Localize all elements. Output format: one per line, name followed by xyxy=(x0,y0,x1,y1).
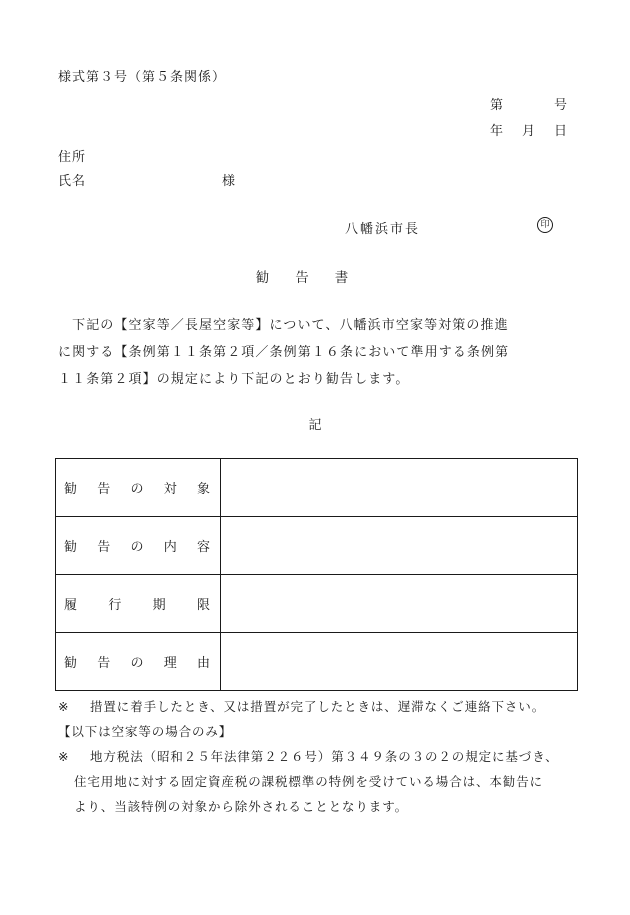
row-value-target xyxy=(221,459,578,517)
label-char: 理 xyxy=(163,656,177,671)
label-char: 告 xyxy=(97,540,111,555)
sender-title: 八幡浜市長 xyxy=(345,222,421,237)
row-value-reason xyxy=(221,633,578,691)
label-char: 象 xyxy=(196,482,210,497)
notes-section xyxy=(58,694,578,819)
table-row xyxy=(56,575,578,633)
date-month: 月 xyxy=(522,124,536,139)
label-char: の xyxy=(130,540,144,555)
table-row xyxy=(56,517,578,575)
date-day: 日 xyxy=(554,124,568,139)
recommendation-table xyxy=(55,458,578,691)
document-number-suffix: 号 xyxy=(554,98,568,113)
label-char: 期 xyxy=(152,598,166,613)
label-char: 限 xyxy=(196,598,210,613)
label-char: の xyxy=(130,656,144,671)
body-paragraph xyxy=(58,312,578,393)
label-char: 容 xyxy=(196,540,210,555)
row-label-reason xyxy=(56,633,221,691)
name-label: 氏名 xyxy=(58,174,87,189)
seal-mark: 印 xyxy=(537,217,553,233)
note-tax xyxy=(58,744,578,819)
label-char: 告 xyxy=(97,482,111,497)
label-char: 由 xyxy=(196,656,210,671)
body-line: に関する【条例第１１条第２項／条例第１６条において準用する条例第 xyxy=(58,345,510,360)
table-row xyxy=(56,633,578,691)
note-text: 措置に着手したとき、又は措置が完了したときは、遅滞なくご連絡下さい。 xyxy=(90,699,546,714)
label-char: 告 xyxy=(97,656,111,671)
note-text: 地方税法（昭和２５年法律第２２６号）第３４９条の３の２の規定に基づき、 xyxy=(90,749,559,764)
note-mark: ※ xyxy=(58,749,70,764)
row-value-deadline xyxy=(221,575,578,633)
section-label: 【以下は空家等の場合のみ】 xyxy=(58,724,233,739)
note-mark: ※ xyxy=(58,699,70,714)
row-label-content xyxy=(56,517,221,575)
address-label: 住所 xyxy=(58,150,87,165)
date-year: 年 xyxy=(490,124,504,139)
document-number-prefix: 第 xyxy=(490,98,504,113)
document-number xyxy=(490,94,568,113)
row-label-deadline xyxy=(56,575,221,633)
body-line: １１条第２項】の規定により下記のとおり勧告します。 xyxy=(58,372,410,387)
label-char: 勧 xyxy=(64,540,78,555)
row-label-target xyxy=(56,459,221,517)
document-title: 勧告書 xyxy=(255,270,375,286)
note-contact xyxy=(58,694,578,719)
label-char: 勧 xyxy=(64,656,78,671)
label-char: 勧 xyxy=(64,482,78,497)
label-char: の xyxy=(130,482,144,497)
label-char: 行 xyxy=(108,598,122,613)
body-line: 下記の【空家等／長屋空家等】について、八幡浜市空家等対策の推進 xyxy=(58,318,509,333)
ki-heading: 記 xyxy=(308,418,322,433)
label-char: 履 xyxy=(64,598,78,613)
table-row xyxy=(56,459,578,517)
recipient-name xyxy=(58,170,237,189)
row-value-content xyxy=(221,517,578,575)
form-number: 様式第３号（第５条関係） xyxy=(58,70,227,85)
note-text: 住宅用地に対する固定資産税の課税標準の特例を受けている場合は、本勧告に xyxy=(74,774,544,789)
label-char: 内 xyxy=(163,540,177,555)
note-text: より、当該特例の対象から除外されることとなります。 xyxy=(74,799,409,814)
honorific: 様 xyxy=(222,174,237,189)
label-char: 対 xyxy=(163,482,177,497)
